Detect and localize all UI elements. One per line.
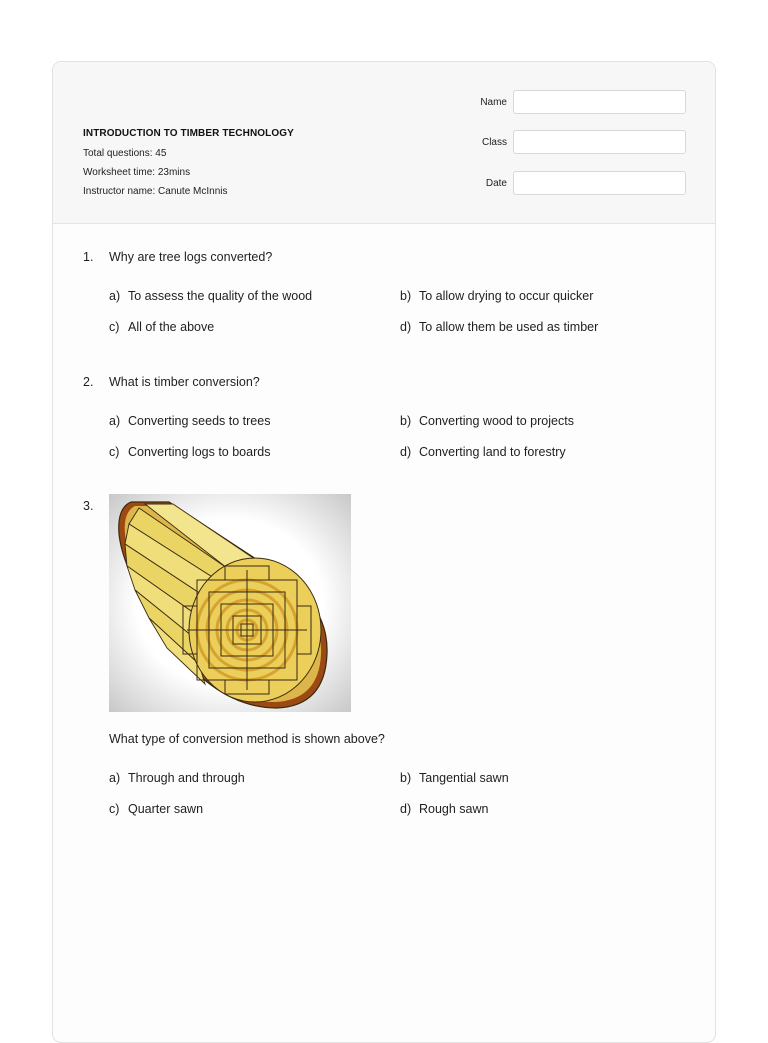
class-field[interactable] [513, 130, 686, 154]
date-field[interactable] [513, 171, 686, 195]
instructor-name: Instructor name: Canute McInnis [83, 186, 228, 197]
option-c[interactable]: c) Converting logs to boards [109, 445, 271, 459]
option-b[interactable]: b) Converting wood to projects [400, 414, 574, 428]
option-a[interactable]: a) Through and through [109, 771, 245, 785]
option-a[interactable]: a) To assess the quality of the wood [109, 289, 313, 303]
option-d[interactable]: d) Converting land to forestry [400, 445, 566, 459]
option-d[interactable]: d) To allow them be used as timber [400, 320, 599, 334]
date-label: Date [485, 178, 507, 189]
name-label: Name [480, 97, 507, 108]
question-text: What type of conversion method is shown above? [109, 732, 385, 746]
worksheet-time: Worksheet time: 23mins [83, 167, 191, 178]
worksheet-title: INTRODUCTION TO TIMBER TECHNOLOGY [83, 128, 294, 139]
question-number: 1. [83, 250, 94, 264]
log-conversion-illustration [109, 494, 351, 712]
question-number: 3. [83, 499, 94, 513]
option-d[interactable]: d) Rough sawn [400, 802, 489, 816]
total-questions: Total questions: 45 [83, 148, 167, 159]
worksheet-header [53, 62, 715, 224]
option-c[interactable]: c) Quarter sawn [109, 802, 204, 816]
class-label: Class [481, 137, 507, 148]
name-field[interactable] [513, 90, 686, 114]
question-text: Why are tree logs converted? [109, 250, 273, 264]
worksheet [52, 61, 716, 1043]
option-a[interactable]: a) Converting seeds to trees [109, 414, 271, 428]
question-number: 2. [83, 375, 94, 389]
option-b[interactable]: b) Tangential sawn [400, 771, 509, 785]
question-text: What is timber conversion? [109, 375, 260, 389]
option-b[interactable]: b) To allow drying to occur quicker [400, 289, 594, 303]
option-c[interactable]: c) All of the above [109, 320, 215, 334]
